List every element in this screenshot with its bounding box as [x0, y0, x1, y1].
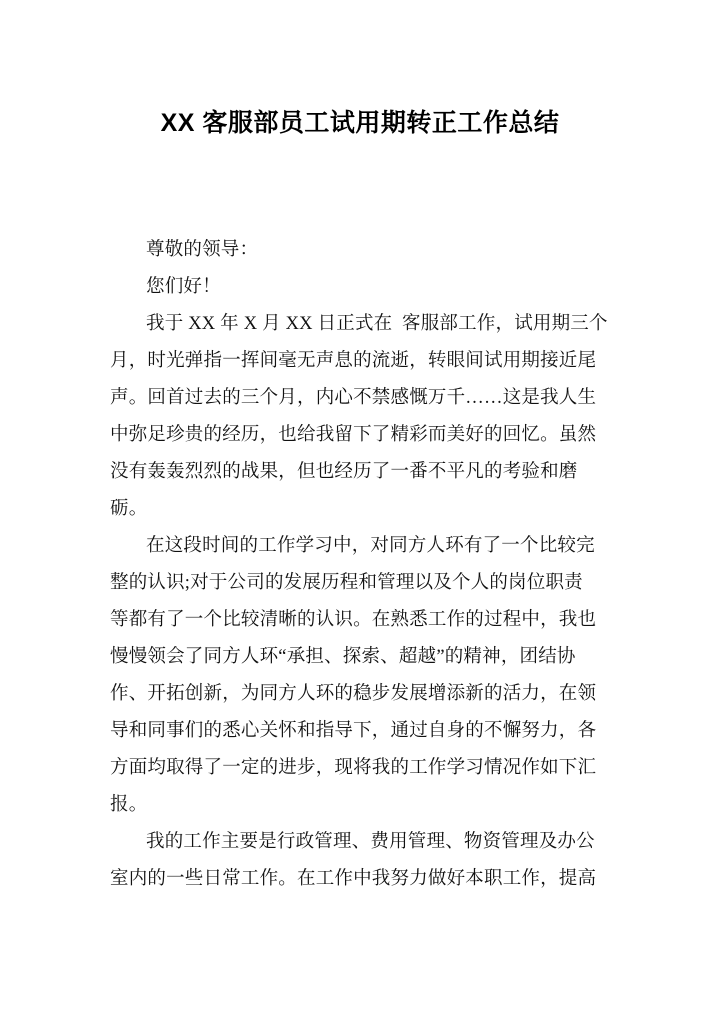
salutation-line: 尊敬的领导：: [146, 240, 259, 260]
paragraph-1-line-4: 中弥足珍贵的经历，也给我留下了精彩而美好的回忆。虽然: [110, 425, 597, 445]
paragraph-1-line-1: 我于 XX 年 X 月 XX 日正式在 客服部工作，试用期三个: [146, 314, 608, 334]
paragraph-2-line-4: 慢慢领会了同方人环“承担、探索、超越”的精神，团结协: [110, 647, 576, 667]
paragraph-2-line-3: 等都有了一个比较清晰的认识。在熟悉工作的过程中，我也: [110, 610, 597, 630]
paragraph-1-line-3: 声。回首过去的三个月，内心不禁感慨万千……这是我人生: [110, 388, 597, 408]
paragraph-2-line-7: 方面均取得了一定的进步，现将我的工作学习情况作如下汇: [110, 758, 597, 778]
paragraph-2-line-1: 在这段时间的工作学习中，对同方人环有了一个比较完: [146, 536, 595, 556]
paragraph-2-line-8: 报。: [110, 795, 148, 815]
paragraph-2-line-5: 作、开拓创新，为同方人环的稳步发展增添新的活力，在领: [110, 684, 597, 704]
paragraph-2: [110, 528, 615, 824]
paragraph-1: [110, 306, 615, 528]
paragraph-2-line-6: 导和同事们的悉心关怀和指导下，通过自身的不懈努力，各: [110, 721, 597, 741]
document-body: [110, 232, 615, 898]
paragraph-1-line-6: 砺。: [110, 499, 148, 519]
paragraph-1-line-5: 没有轰轰烈烈的战果，但也经历了一番不平凡的考验和磨: [110, 462, 578, 482]
paragraph-2-line-2: 整的认识;对于公司的发展历程和管理以及个人的岗位职责: [110, 573, 583, 593]
paragraph-3-line-1: 我的工作主要是行政管理、费用管理、物资管理及办公: [146, 832, 595, 852]
page-title: XX 客服部员工试用期转正工作总结: [160, 109, 560, 137]
paragraph-3-line-2: 室内的一些日常工作。在工作中我努力做好本职工作，提高: [110, 869, 597, 889]
greeting-line: 您们好！: [146, 277, 221, 297]
paragraph-1-line-2: 月，时光弹指一挥间毫无声息的流逝，转眼间试用期接近尾: [110, 351, 597, 371]
paragraph-3: [110, 824, 615, 898]
